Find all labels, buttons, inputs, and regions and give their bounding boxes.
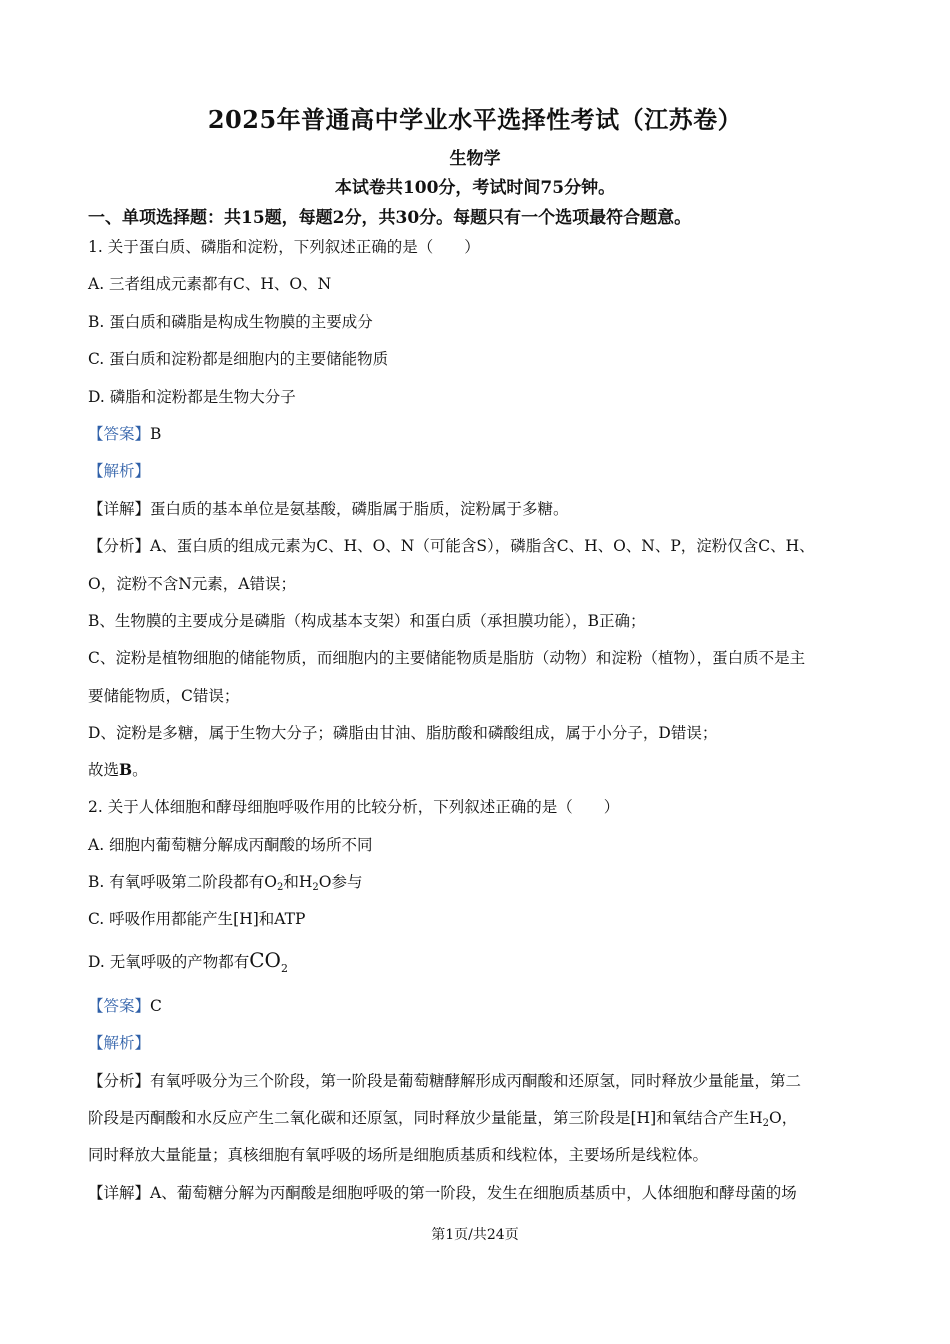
answer-tag: 【答案】 [88, 997, 151, 1015]
q1-option-c: C. 蛋白质和淀粉都是细胞内的主要储能物质 [88, 350, 389, 368]
fenxi-tag: 【分析】 [88, 1072, 151, 1090]
q1-detail-line [88, 499, 569, 519]
q1-fenxi-line-4: C、淀粉是植物细胞的储能物质，而细胞内的主要储能物质是脂肪（动物）和淀粉（植物），蛋白质不是主 [88, 649, 806, 667]
q1-answer-line [88, 424, 161, 444]
q1-option-b: B. 蛋白质和磷脂是构成生物膜的主要成分 [88, 313, 373, 331]
q1-answer: B [150, 425, 162, 443]
q2-fenxi-line-1 [88, 1071, 801, 1091]
answer-tag: 【答案】 [88, 425, 151, 443]
co2-text: CO [249, 948, 281, 972]
subscript: 2 [276, 882, 284, 893]
detail-tag: 【详解】 [88, 500, 151, 518]
q2-option-b-text-3: O参与 [318, 873, 363, 891]
q1-option-a: A. 三者组成元素都有C、H、O、N [88, 275, 332, 293]
q2-option-b [88, 872, 362, 892]
conclusion-answer: B [119, 760, 133, 779]
section-heading: 一、单项选择题：共15题，每题2分，共30分。每题只有一个选项最符合题意。 [88, 208, 692, 228]
q1-fenxi-line-3: B、生物膜的主要成分是磷脂（构成基本支架）和蛋白质（承担膜功能），B正确； [88, 612, 646, 630]
q2-answer: C [150, 997, 162, 1015]
q2-option-b-text: B. 有氧呼吸第二阶段都有O [88, 873, 277, 891]
page-number: 第1页/共24页 [431, 1227, 519, 1243]
q2-option-d-text: D. 无氧呼吸的产物都有 [88, 953, 250, 971]
q2-detail-text-1: A、葡萄糖分解为丙酮酸是细胞呼吸的第一阶段，发生在细胞质基质中，人体细胞和酵母菌的场 [150, 1184, 797, 1202]
q1-conclusion [88, 760, 148, 780]
conclusion-prefix: 故选 [88, 761, 120, 779]
q2-analysis-tag: 【解析】 [88, 1034, 151, 1052]
q2-option-a: A. 细胞内葡萄糖分解成丙酮酸的场所不同 [88, 836, 373, 854]
q1-analysis-tag: 【解析】 [88, 462, 151, 480]
q2-option-c: C. 呼吸作用都能产生[H]和ATP [88, 910, 306, 928]
subject-name: 生物学 [449, 149, 501, 169]
q2-fenxi-line-3: 同时释放大量能量；真核细胞有氧呼吸的场所是细胞质基质和线粒体，主要场所是线粒体。 [88, 1146, 709, 1164]
subscript: 2 [312, 882, 319, 893]
q2-stem: 2. 关于人体细胞和酵母细胞呼吸作用的比较分析，下列叙述正确的是（ ） [88, 798, 620, 816]
q1-fenxi-line-6: D、淀粉是多糖，属于生物大分子；磷脂由甘油、脂肪酸和磷酸组成，属于小分子，D错误； [88, 724, 718, 742]
detail-tag: 【详解】 [88, 1184, 151, 1202]
q2-fenxi-line-2 [88, 1108, 797, 1128]
q1-stem: 1. 关于蛋白质、磷脂和淀粉，下列叙述正确的是（ ） [88, 238, 480, 256]
q2-option-d [88, 948, 288, 975]
exam-info: 本试卷共100分，考试时间75分钟。 [334, 178, 616, 198]
conclusion-suffix: 。 [132, 761, 148, 779]
co2-formula [249, 948, 288, 975]
q1-fenxi-line-2: O，淀粉不含N元素，A错误； [88, 575, 296, 593]
fenxi-tag: 【分析】 [88, 537, 151, 555]
q2-option-b-text-2: 和H [283, 873, 313, 891]
subscript: 2 [762, 1118, 770, 1129]
q1-option-d: D. 磷脂和淀粉都是生物大分子 [88, 388, 296, 406]
exam-title: 2025年普通高中学业水平选择性考试（江苏卷） [207, 105, 743, 134]
q2-fenxi-text-1: 有氧呼吸分为三个阶段，第一阶段是葡萄糖酵解形成丙酮酸和还原氢，同时释放少量能量，第二 [150, 1072, 802, 1090]
q2-detail-line [88, 1183, 797, 1203]
q1-detail: 蛋白质的基本单位是氨基酸，磷脂属于脂质，淀粉属于多糖。 [150, 500, 569, 518]
subscript: 2 [280, 962, 288, 975]
q1-fenxi-line-5: 要储能物质，C错误； [88, 687, 240, 705]
q2-fenxi-text-2b: O， [769, 1109, 798, 1127]
q1-fenxi-line-1 [88, 536, 815, 556]
q1-fenxi-text-1: A、蛋白质的组成元素为C、H、O、N（可能含S），磷脂含C、H、O、N、P，淀粉仅含C、H、 [150, 537, 815, 555]
q2-fenxi-text-2: 阶段是丙酮酸和水反应产生二氧化碳和还原氢，同时释放少量能量，第三阶段是[H]和氧结合产生H [88, 1109, 763, 1127]
q2-answer-line [88, 996, 162, 1016]
